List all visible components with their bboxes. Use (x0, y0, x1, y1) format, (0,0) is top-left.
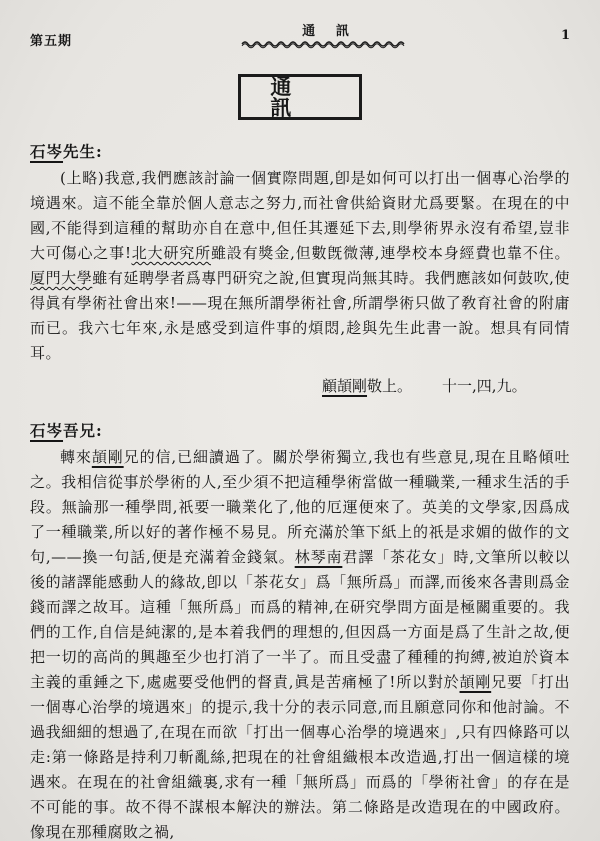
running-title-block (241, 24, 409, 49)
letter-1-salutation (30, 140, 570, 162)
text-segment: 顧頡剛 (322, 377, 368, 395)
letter-2-salutation (30, 419, 570, 441)
running-head (30, 24, 570, 58)
wavy-rule-icon (241, 40, 409, 49)
issue-number: 第五期 (30, 34, 73, 49)
text-segment: 厦門大學 (30, 269, 93, 287)
text-segment: 吾兄: (63, 421, 103, 440)
text-segment: 北大研究所 (131, 244, 211, 262)
section-title: 通訊 (270, 74, 321, 120)
page-number: 1 (560, 28, 570, 43)
text-segment: 敬上。 (367, 377, 413, 395)
text-segment: 君譯「茶花女」時,文筆所以較以後的諸譯能感動人的緣故,卽以「茶花女」爲「無所爲」而譯,而後來各書則爲金錢而譯之故耳。這種「無所爲」而爲的精神,在研究學問方面是極關重要的。我們的工作,自信是純潔的,是本着我們的理想的,但因爲一方面是爲了生計之故,便把一切的高尚的興趣至少也打消了一半了。而且受盡了種種的拘縛,被迫於資本主義的重錘之下,處處要受他們的督責,眞是苦痛極了!所以對於 (30, 548, 570, 691)
letter-2-body (30, 445, 570, 841)
text-segment: 兄的信,已細讀過了。關於學術獨立,我也有些意見,現在且略傾吐之。我相信從事於學術的人,至少須不把這種學術當做一種職業,一種求生活的手段。無論那一種學問,祇要一職業化了,他的厄運便來了。英美的文學家,因爲成了一種職業,所以好的著作極不易見。所充滿於筆下紙上的祇是求媚的做作的文句,——換一句話,便是充滿着金錢氣。 (30, 448, 570, 566)
text-segment: 石岑 (30, 421, 64, 440)
letter-1-body (30, 166, 570, 366)
letter-2 (30, 419, 570, 841)
text-segment: 雖有延聘學者爲專門研究之說,但實現尚無其時。我們應該如何鼓吹,使得眞有學術社會出來!——現在無所謂學術社會,所謂學術只做了敎育社會的附庸而已。我六七年來,永是感受到這件事的煩悶,趁與先生此書一說。想具有同情耳。 (30, 269, 570, 362)
text-segment: 先生: (63, 142, 103, 161)
text-segment: 頡剛 (459, 673, 492, 691)
text-segment: 林琴南 (294, 548, 343, 566)
text-segment: (上略)我意,我們應該討論一個實際問題,卽是如何可以打出一個專心治學的境遇來。這不能全靠於個人意志之努力,而社會供給資財尤爲要緊。在現在的中國,不能得到這種的幫助亦自在意中,但任其遷延下去,則學術界永沒有希望,豈非大可傷心之事! (30, 169, 570, 262)
text-segment: 雖設有獎金,但數旣微薄,連學校本身經費也靠不住。 (210, 244, 570, 262)
text-segment: 兄要「打出一個專心治學的境遇來」的提示,我十分的表示同意,而且願意同你和他討論。不過我細細的想過了,在現在而欲「打出一個專心治學的境遇來」,只有四條路可以走:第一條路是持利刀斬亂絲,把現在的社會組織根本改造過,打出一個這樣的境遇來。在現在的社會組織裏,求有一種「無所爲」而爲的「學術社會」的存在是不可能的事。故不得不謀根本解決的辦法。第二條路是改造現在的中國政府。像現在那種腐敗之禍, (30, 673, 570, 841)
section-title-box (238, 74, 362, 120)
text-segment: 石岑 (30, 142, 64, 161)
text-segment: 頡剛 (91, 448, 124, 466)
letter-1-signature (322, 374, 570, 399)
running-title: 通訊 (302, 24, 370, 39)
text-segment: 轉來 (60, 448, 92, 466)
letter-1 (30, 140, 570, 399)
text-segment: 十一,四,九。 (442, 377, 527, 395)
